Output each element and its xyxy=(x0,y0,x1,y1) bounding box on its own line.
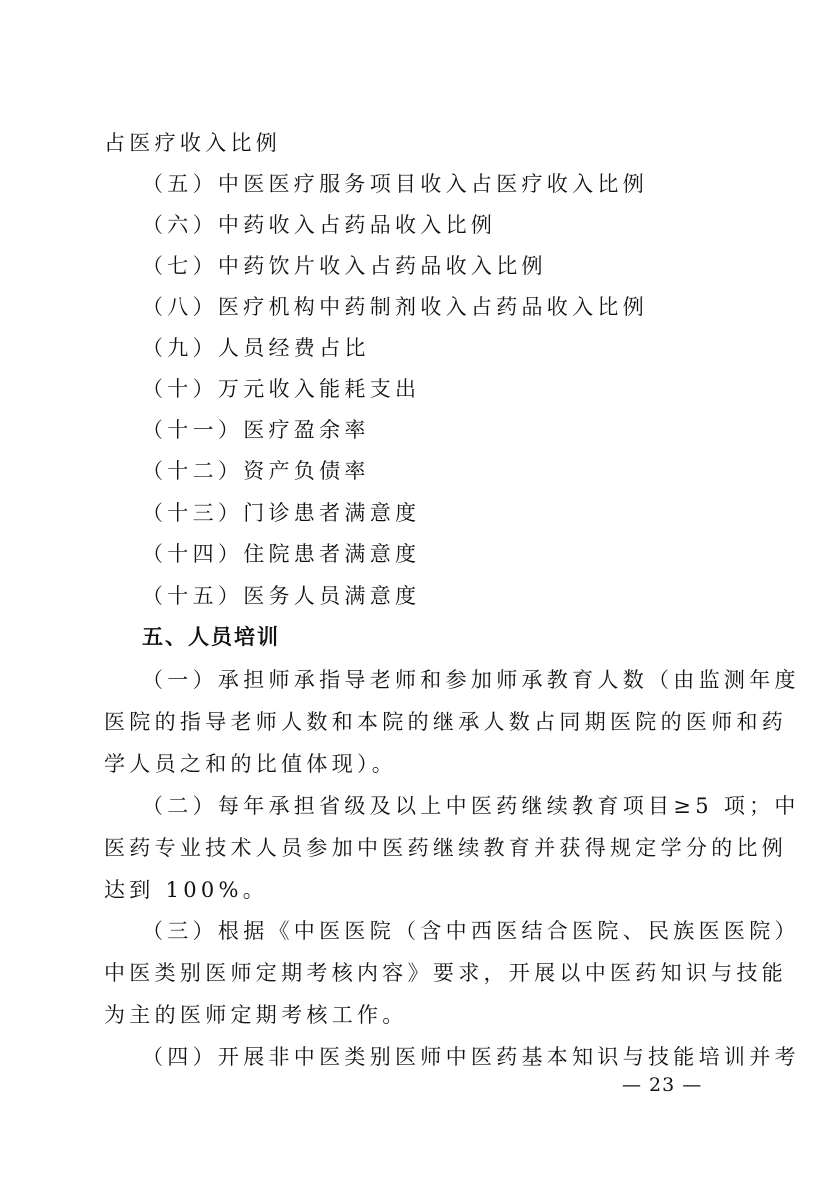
list-item-13: （十三）门诊患者满意度 xyxy=(142,501,421,525)
paragraph-2-line-1: （二）每年承担省级及以上中医药继续教育项目≥5 项；中 xyxy=(142,794,800,818)
list-item-15: （十五）医务人员满意度 xyxy=(142,584,421,608)
text-line: 占医疗收入比例 xyxy=(104,131,282,155)
section-heading: 五、人员培训 xyxy=(142,625,280,649)
list-item-9: （九）人员经费占比 xyxy=(142,336,370,360)
list-item-6: （六）中药收入占药品收入比例 xyxy=(142,213,497,237)
page-number: — 23 — xyxy=(622,1074,703,1096)
paragraph-2-line-2: 医药专业技术人员参加中医药继续教育并获得规定学分的比例 xyxy=(104,836,788,860)
paragraph-2-line-3: 达到 100%。 xyxy=(104,878,269,902)
list-item-10: （十）万元收入能耗支出 xyxy=(142,377,421,401)
list-item-8: （八）医疗机构中药制剂收入占药品收入比例 xyxy=(142,295,648,319)
list-item-11: （十一）医疗盈余率 xyxy=(142,418,370,442)
list-item-7: （七）中药饮片收入占药品收入比例 xyxy=(142,254,547,278)
paragraph-3-line-3: 为主的医师定期考核工作。 xyxy=(104,1003,408,1027)
paragraph-4-line-1: （四）开展非中医类别医师中医药基本知识与技能培训并考 xyxy=(142,1045,800,1069)
paragraph-3-line-1: （三）根据《中医医院（含中西医结合医院、民族医医院） xyxy=(142,919,800,943)
paragraph-3-line-2: 中医类别医师定期考核内容》要求，开展以中医药知识与技能 xyxy=(104,961,788,985)
list-item-12: （十二）资产负债率 xyxy=(142,459,370,483)
paragraph-1-line-2: 医院的指导老师人数和本院的继承人数占同期医院的医师和药 xyxy=(104,710,788,734)
paragraph-1-line-1: （一）承担师承指导老师和参加师承教育人数（由监测年度 xyxy=(142,668,800,692)
list-item-5: （五）中医医疗服务项目收入占医疗收入比例 xyxy=(142,172,648,196)
list-item-14: （十四）住院患者满意度 xyxy=(142,542,421,566)
paragraph-1-line-3: 学人员之和的比值体现）。 xyxy=(104,752,398,776)
